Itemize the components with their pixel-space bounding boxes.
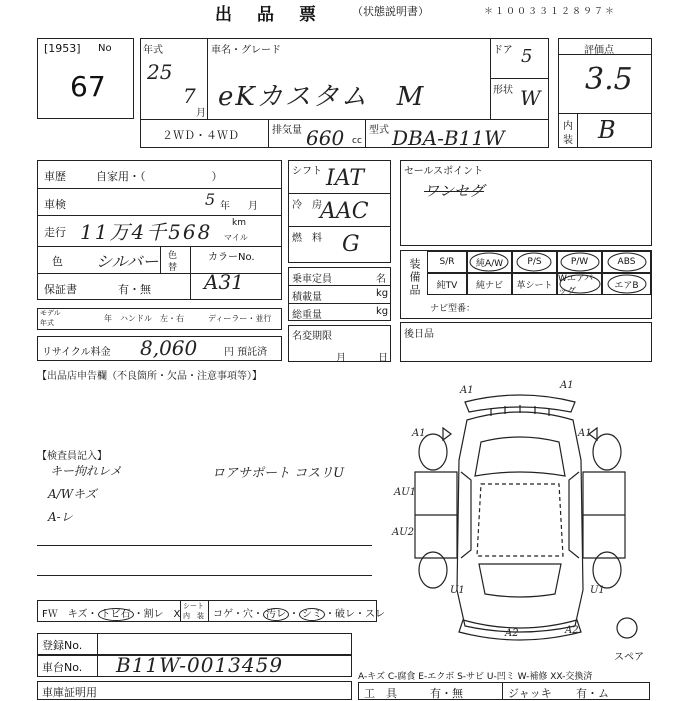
color-value: シルバー xyxy=(96,252,159,271)
score-value: 3.5 xyxy=(585,62,633,97)
lot-number: 67 xyxy=(70,70,106,103)
history-value: 自家用・（ ） xyxy=(96,170,223,183)
mileage-value: 11万4千568 xyxy=(80,220,213,244)
mark-a2-right: A2 xyxy=(565,625,579,636)
name-change-month: 月 xyxy=(336,353,346,364)
cc-unit: cc xyxy=(352,136,362,146)
lot-no-label: No xyxy=(98,43,112,54)
cert-label: 車庫証明用 xyxy=(42,686,97,699)
recycle-value: 8,060 xyxy=(140,336,198,360)
mark-a1-front-right: A1 xyxy=(560,380,574,391)
equip-sr: S/R xyxy=(427,251,467,273)
year-value: 25 xyxy=(147,60,173,84)
lot-year-tag: [1953] xyxy=(44,42,81,55)
warranty-label: 保証書 xyxy=(44,283,77,296)
inspection-year: 年 xyxy=(220,201,230,212)
capacity-unit: 名 xyxy=(376,274,386,285)
tool-label: 工 具 xyxy=(364,687,397,700)
note-left-1: キー拘れレメ xyxy=(50,464,122,478)
interior-value: B xyxy=(598,116,616,144)
chassis-label: 車台No. xyxy=(42,661,83,674)
equip-airbag: エアB xyxy=(602,273,651,295)
doc-title: 出 品 票 xyxy=(215,5,320,25)
seat-items xyxy=(213,605,385,620)
weight-unit: kg xyxy=(376,306,389,317)
spare-label: スペア xyxy=(614,652,644,663)
fw-circled: トビ石 xyxy=(98,608,134,621)
inspection-month: 月 xyxy=(248,201,258,212)
seat-items-text: コゲ・穴・ xyxy=(213,609,263,620)
seat-label-1: シート xyxy=(183,602,204,610)
mark-au2: AU2 xyxy=(392,527,415,538)
after-items-label: 後日品 xyxy=(404,329,434,340)
equip-leather: 革シート xyxy=(512,273,557,295)
km-unit: km xyxy=(232,218,246,228)
reg-label: 登録No. xyxy=(42,639,83,652)
car-damage-diagram xyxy=(395,380,645,650)
ac-label: 冷 房 xyxy=(292,200,322,211)
name-label: 車名・グレード xyxy=(211,45,281,56)
color-label: 色 xyxy=(52,255,63,268)
name-change-day: 日 xyxy=(378,353,388,364)
jack-label: ジャッキ xyxy=(508,687,552,700)
equip-tv: 純TV xyxy=(427,273,467,295)
door-value: 5 xyxy=(521,46,533,67)
interior-label-1: 内 xyxy=(563,121,573,132)
equip-alloy: 純A/W xyxy=(467,251,512,273)
score-label: 評価点 xyxy=(584,45,614,56)
fw-after: ・割レ X xyxy=(133,609,181,620)
recycle-unit: 円 預託済 xyxy=(224,347,268,358)
reg-row xyxy=(37,633,352,655)
mark-a1-front-left: A1 xyxy=(460,385,474,396)
equipment-circles xyxy=(400,250,652,320)
seat-circled-2: シミ xyxy=(299,608,325,621)
shape-label: 形状 xyxy=(493,85,513,96)
month-suffix: 月 xyxy=(196,108,206,119)
displacement-value: 660 xyxy=(306,126,345,150)
dealer-option: ディーラー・並行 xyxy=(208,314,272,323)
mark-au1: AU1 xyxy=(394,487,417,498)
model-year-unit: 年 xyxy=(104,314,112,323)
barcode-number: ＊１００３３１２８９７＊ xyxy=(484,7,617,17)
capacity-label: 乗車定員 xyxy=(292,274,332,285)
shift-value: IAT xyxy=(326,166,365,191)
model-value: DBA-B11W xyxy=(392,126,505,150)
load-label: 積載量 xyxy=(292,292,322,303)
shift-label: シフト xyxy=(292,166,322,177)
equipment-label: 装備品 xyxy=(408,258,421,297)
model-year-label-1: モデル xyxy=(40,309,61,317)
inspection-label: 車検 xyxy=(44,198,66,211)
model-label: 型式 xyxy=(369,125,389,136)
door-label: ドア xyxy=(493,45,513,56)
chassis-value: B11W-0013459 xyxy=(116,653,284,677)
equip-pw: P/W xyxy=(557,251,602,273)
jack-value: 有・ム xyxy=(576,687,609,700)
seat-circled-1: 汚レ xyxy=(263,608,289,621)
warranty-value: 有・無 xyxy=(118,283,151,296)
mark-u1-right: U1 xyxy=(590,585,605,596)
after-items-box xyxy=(400,322,652,362)
shape-value: W xyxy=(520,86,541,110)
seat-label-2: 内 装 xyxy=(183,612,204,620)
equip-ps: P/S xyxy=(512,251,557,273)
equip-w-airbag: Wエアバッグ xyxy=(557,273,602,295)
mark-a1-left-wheel: A1 xyxy=(412,428,426,439)
doc-subtitle: （状態説明書） xyxy=(352,5,429,18)
interior-label-2: 装 xyxy=(563,135,573,146)
inspection-hw: 5 xyxy=(205,190,216,209)
selling-point-label: セールスポイント xyxy=(404,166,484,177)
history-label: 車歴 xyxy=(44,170,66,183)
color-no-label: カラーNo. xyxy=(208,252,255,263)
color-change-1: 色 xyxy=(168,251,178,261)
fuel-value: G xyxy=(342,232,360,257)
note-left-3: A-レ xyxy=(48,510,73,524)
seller-notes-label: 【出品店申告欄（不良箇所・欠品・注意事項等）】 xyxy=(37,371,262,382)
seat-dot: ・ xyxy=(289,609,299,620)
damage-legend: A-キズ C-腐食 E-エクボ S-サビ U-凹ミ W-補修 XX-交換済 xyxy=(358,672,593,682)
color-change-2: 替 xyxy=(168,263,178,273)
fuel-label: 燃 料 xyxy=(292,233,322,244)
fw-text: FＷ キズ・ xyxy=(42,609,98,620)
recycle-label: リサイクル料金 xyxy=(42,347,111,358)
name-change-label: 名変期限 xyxy=(292,331,332,342)
navi-label: ナビ型番： xyxy=(430,304,476,314)
name-value: eKカスタム M xyxy=(218,82,426,112)
ac-value: AAC xyxy=(320,199,369,224)
displacement-label: 排気量 xyxy=(272,125,302,136)
note-left-2: A/Wキズ xyxy=(48,487,97,501)
model-year-label-2: 年式 xyxy=(40,319,54,327)
color-no-value: A31 xyxy=(204,270,244,294)
mile-unit: マイル xyxy=(224,233,248,242)
seat-after: ・破レ・スレ xyxy=(325,609,385,620)
note-right-1: ロアサポート コスリU xyxy=(212,466,345,481)
equip-navi: 純ナビ xyxy=(467,273,512,295)
selling-point-value: ワンセグ xyxy=(424,182,485,200)
year-label: 年式 xyxy=(143,45,163,56)
handle-option: ハンドル 左・右 xyxy=(120,314,184,323)
drive-type: ２ＷＤ・４ＷＤ xyxy=(162,129,239,142)
mark-a1-right-wheel: A1 xyxy=(578,428,592,439)
fw-label xyxy=(42,605,180,620)
mileage-label: 走行 xyxy=(44,226,66,239)
weight-label: 総重量 xyxy=(292,310,322,321)
load-unit: kg xyxy=(376,288,389,299)
tool-value: 有・無 xyxy=(430,687,463,700)
month-value: 7 xyxy=(183,84,196,108)
inspector-notes-label: 【検査員記入】 xyxy=(37,451,107,462)
mark-u1-left: U1 xyxy=(450,585,465,596)
mark-a2-left: A2 xyxy=(505,628,519,639)
equip-abs: ABS xyxy=(602,251,651,273)
